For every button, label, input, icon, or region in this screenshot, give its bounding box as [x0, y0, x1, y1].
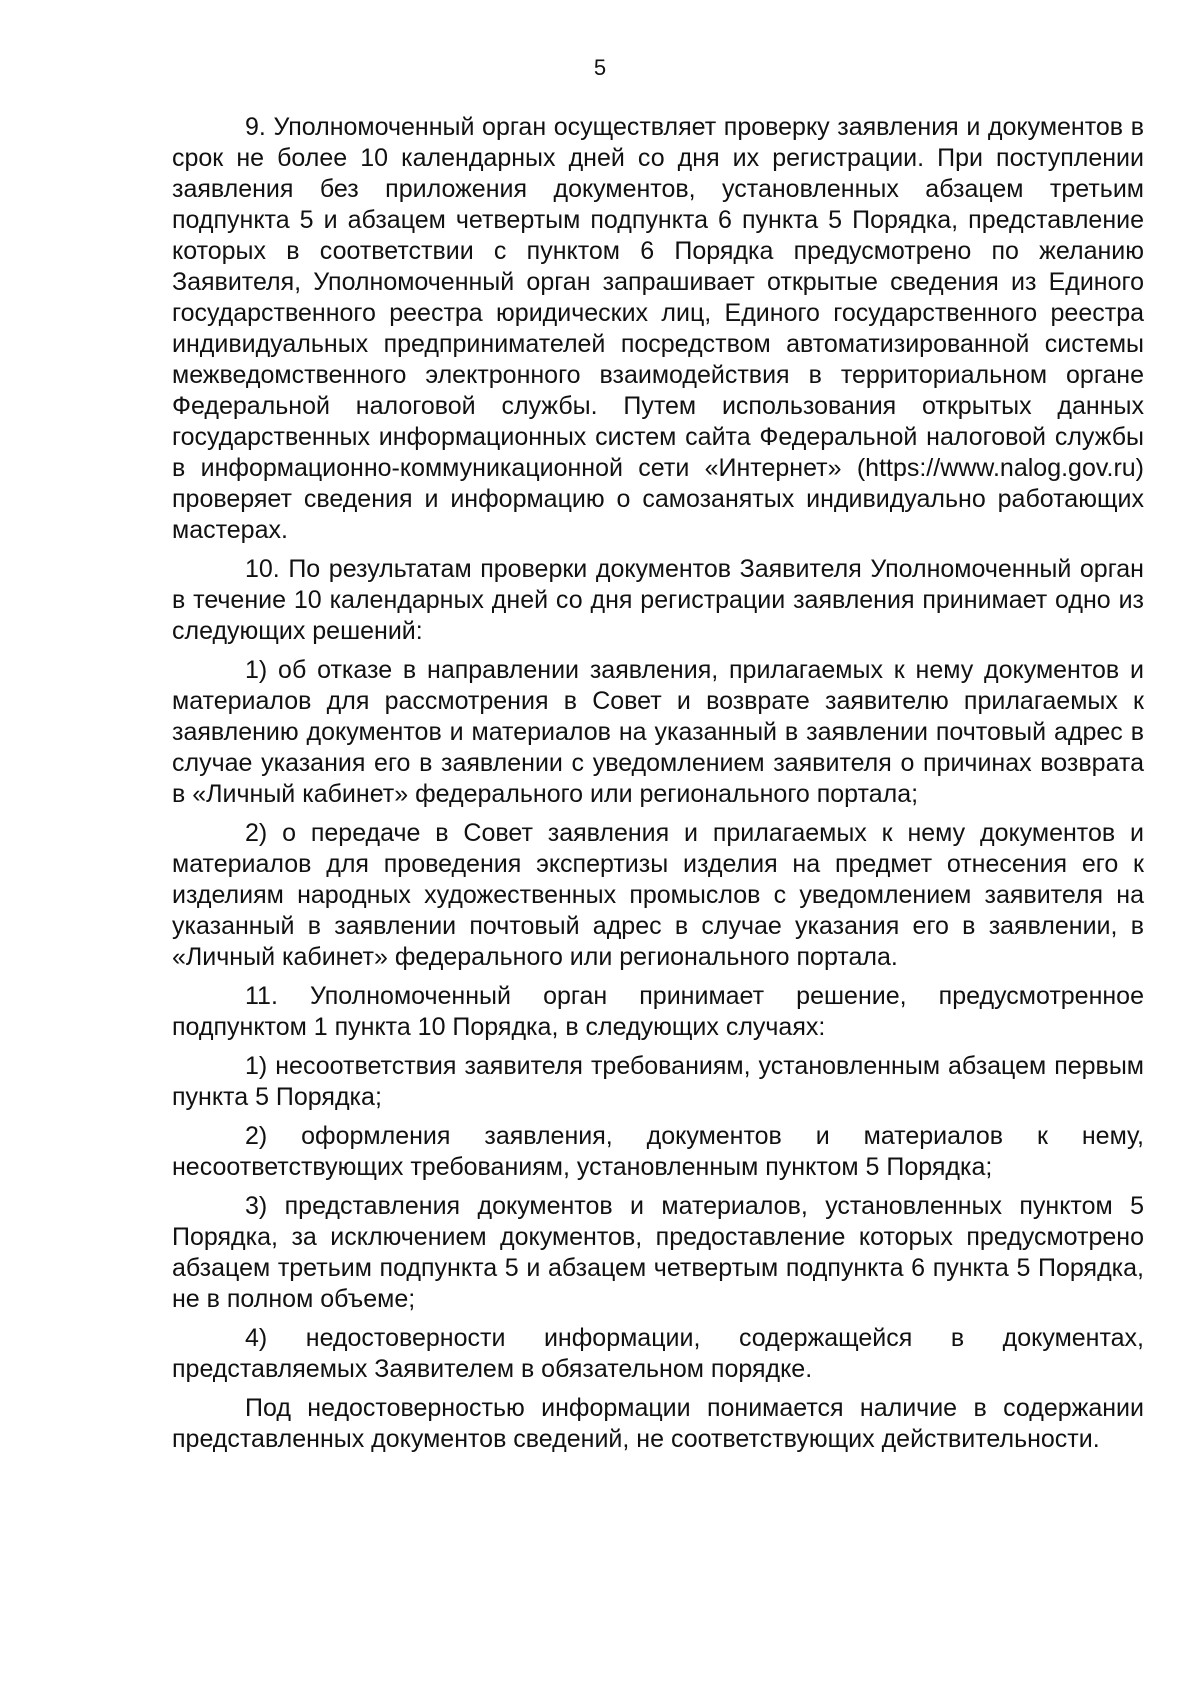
paragraph-item-11: 11. Уполномоченный орган принимает решение, предусмотренное подпунктом 1 пункта 10 Порядка, в следующих случаях: [172, 982, 1144, 1041]
page-number: 5 [593, 55, 607, 80]
paragraph-item-11-sub-1: 1) несоответствия заявителя требованиям, установленным абзацем первым пункта 5 Порядка; [172, 1052, 1144, 1111]
paragraph-definition: Под недостоверностью информации понимается наличие в содержании представленных документов сведений, не соответствующих действительности. [172, 1394, 1144, 1453]
paragraph-item-11-sub-2: 2) оформления заявления, документов и материалов к нему, несоответствующих требованиям, установленным пунктом 5 Порядка; [172, 1122, 1144, 1181]
paragraph-item-11-sub-4: 4) недостоверности информации, содержащейся в документах, представляемых Заявителем в обязательном порядке. [172, 1324, 1144, 1383]
paragraph-item-11-sub-3: 3) представления документов и материалов, установленных пунктом 5 Порядка, за исключением документов, предоставление которых предусмотрено абзацем третьим подпункта 5 и абзацем четвертым подпункта 6 пункта 5 Порядка, не в полном объеме; [172, 1192, 1144, 1313]
paragraph-item-10-sub-2: 2) о передаче в Совет заявления и прилагаемых к нему документов и материалов для проведения экспертизы изделия на предмет отнесения его к изделиям народных художественных промыслов с уведомлением заявителя на указанный в заявлении почтовый адрес в случае указания его в заявлении, в «Личный кабинет» федерального или регионального портала. [172, 819, 1144, 971]
paragraph-item-10: 10. По результатам проверки документов Заявителя Уполномоченный орган в течение 10 календарных дней со дня регистрации заявления принимает одно из следующих решений: [172, 555, 1144, 645]
document-body [172, 112, 1144, 1463]
paragraph-item-9: 9. Уполномоченный орган осуществляет проверку заявления и документов в срок не более 10 календарных дней со дня их регистрации. При поступлении заявления без приложения документов, установленных абзацем третьим подпункта 5 и абзацем четвертым подпункта 6 пункта 5 Порядка, представление которых в соответствии с пунктом 6 Порядка предусмотрено по желанию Заявителя, Уполномоченный орган запрашивает открытые сведения из Единого государственного реестра юридических лиц, Единого государственного реестра индивидуальных предпринимателей посредством автоматизированной системы межведомственного электронного взаимодействия в территориальном органе Федеральной налоговой службы. Путем использования открытых данных государственных информационных систем сайта Федеральной налоговой службы в информационно-коммуникационной сети «Интернет» (https://www.nalog.gov.ru) проверяет сведения и информацию о самозанятых индивидуально работающих мастерах. [172, 113, 1144, 544]
paragraph-item-10-sub-1: 1) об отказе в направлении заявления, прилагаемых к нему документов и материалов для рассмотрения в Совет и возврате заявителю прилагаемых к заявлению документов и материалов на указанный в заявлении почтовый адрес в случае указания его в заявлении с уведомлением заявителя о причинах возврата в «Личный кабинет» федерального или регионального портала; [172, 656, 1144, 808]
